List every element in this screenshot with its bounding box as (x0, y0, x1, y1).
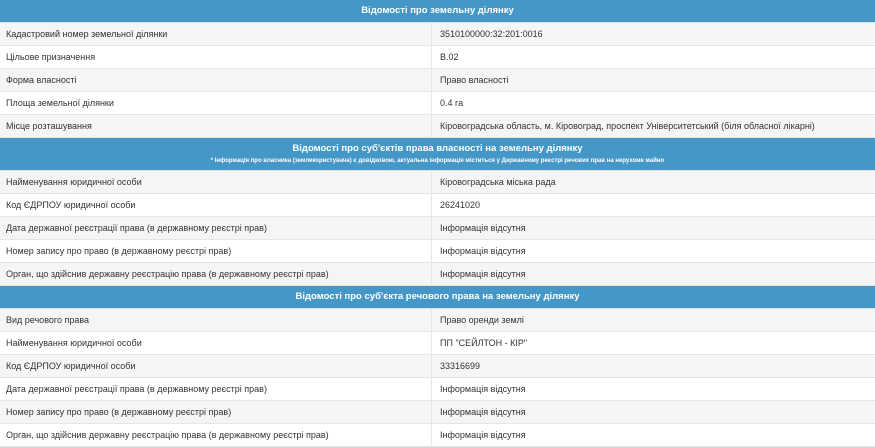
table-row (0, 46, 875, 69)
row-label: Площа земельної ділянки (0, 92, 432, 114)
table-row (0, 424, 875, 447)
row-value: Інформація відсутня (440, 246, 526, 256)
row-label: Вид речового права (0, 309, 432, 331)
table-row (0, 171, 875, 194)
section-title-owner: Відомості про суб'єктів права власності на земельну ділянку (292, 143, 583, 154)
row-value: Інформація відсутня (440, 223, 526, 233)
table-row (0, 194, 875, 217)
section-header-real-right (0, 286, 875, 309)
section-title-land: Відомості про земельну ділянку (361, 5, 514, 16)
row-value: Інформація відсутня (440, 384, 526, 394)
section-header-owner (0, 138, 875, 171)
row-label: Дата державної реєстрації права (в державному реєстрі прав) (0, 378, 432, 400)
row-value: Інформація відсутня (440, 430, 526, 440)
section-title-real-right: Відомості про суб'єкта речового права на земельну ділянку (295, 291, 580, 302)
row-label: Форма власності (0, 69, 432, 91)
row-label: Кадастровий номер земельної ділянки (0, 23, 432, 45)
table-row (0, 217, 875, 240)
row-label: Місце розташування (0, 115, 432, 137)
row-value: 3510100000:32:201:0016 (440, 29, 543, 39)
row-value: Кіровоградська область, м. Кіровоград, проспект Університетський (біля обласної лікарні) (440, 121, 815, 131)
row-value: ПП "СЕЙЛТОН - КІР" (440, 338, 528, 348)
row-value: Право оренди землі (440, 315, 524, 325)
row-label: Номер запису про право (в державному реєстрі прав) (0, 240, 432, 262)
table-row (0, 240, 875, 263)
row-value: В.02 (440, 52, 459, 62)
row-label: Цільове призначення (0, 46, 432, 68)
row-value: Інформація відсутня (440, 269, 526, 279)
row-value: 26241020 (440, 200, 481, 210)
row-label: Код ЄДРПОУ юридичної особи (0, 194, 432, 216)
row-label: Найменування юридичної особи (0, 171, 432, 193)
section-header-land (0, 0, 875, 23)
table-row (0, 92, 875, 115)
row-label: Дата державної реєстрації права (в державному реєстрі прав) (0, 217, 432, 239)
table-row (0, 401, 875, 424)
table-row (0, 332, 875, 355)
table-row (0, 309, 875, 332)
table-row (0, 263, 875, 286)
row-label: Орган, що здійснив державну реєстрацію права (в державному реєстрі прав) (0, 263, 432, 285)
table-row (0, 69, 875, 92)
row-value: Право власності (440, 75, 509, 85)
owner-disclaimer-note: * Інформація про власника (землекористувача) є довідковою, актуальна інформація міститься у Державному реєстрі речових прав на нерухоме майно (210, 158, 665, 164)
row-value: Інформація відсутня (440, 407, 526, 417)
table-row (0, 355, 875, 378)
row-label: Код ЄДРПОУ юридичної особи (0, 355, 432, 377)
row-label: Найменування юридичної особи (0, 332, 432, 354)
row-value: 33316699 (440, 361, 481, 371)
row-value: Кіровоградська міська рада (440, 177, 556, 187)
table-row (0, 23, 875, 46)
table-row (0, 378, 875, 401)
row-label: Орган, що здійснив державну реєстрацію права (в державному реєстрі прав) (0, 424, 432, 446)
table-row (0, 115, 875, 138)
row-label: Номер запису про право (в державному реєстрі прав) (0, 401, 432, 423)
row-value: 0.4 га (440, 98, 464, 108)
